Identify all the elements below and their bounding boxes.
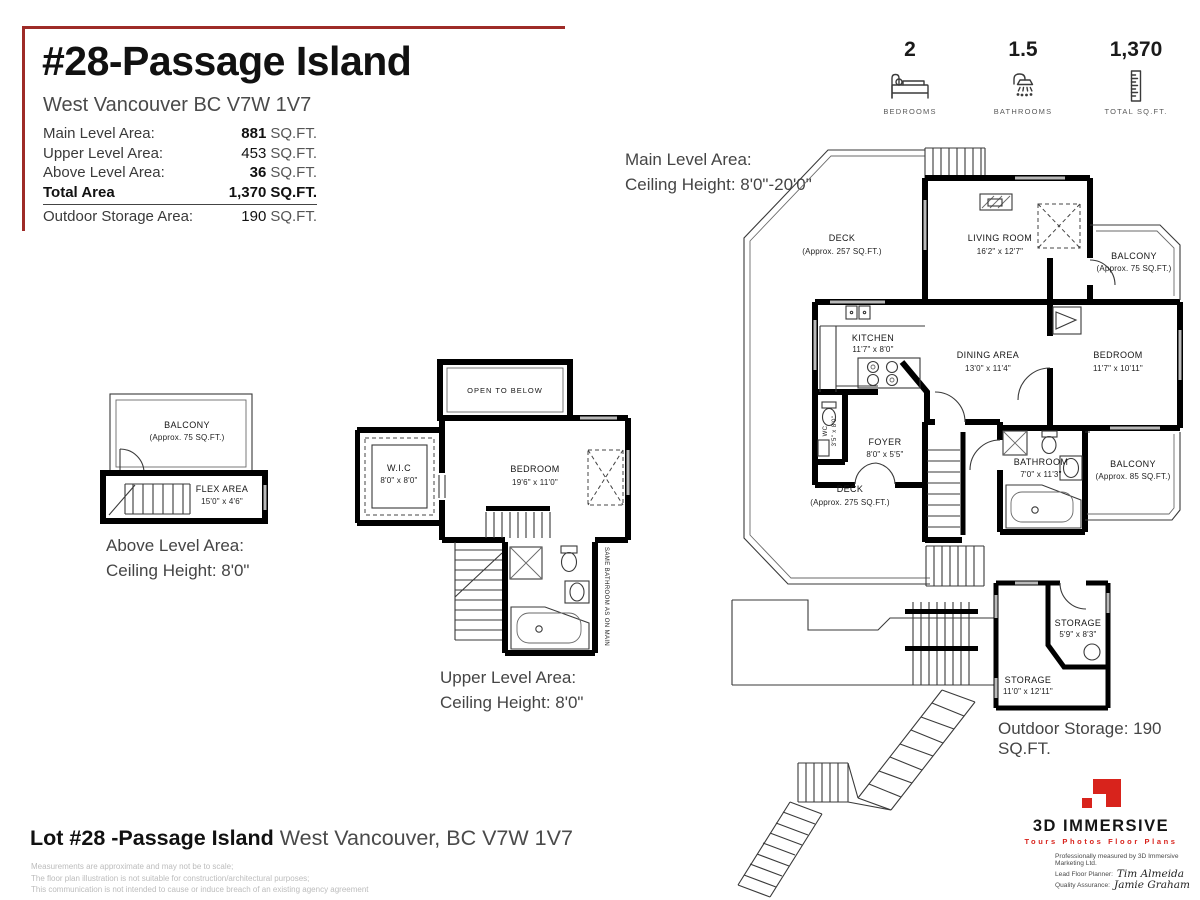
room-label-foyer: FOYER: [868, 437, 902, 447]
room-size-bathroom: 7'0" x 11'3": [1020, 470, 1062, 479]
brand-logo-icon: [1005, 779, 1197, 815]
branding-block: [1005, 779, 1197, 889]
room-label-balcony-upper: BALCONY: [1111, 251, 1157, 261]
area-label: Above Level Area:: [43, 164, 165, 181]
bedrooms-count: 2: [904, 38, 916, 61]
stairs-core: [926, 450, 984, 586]
room-size-balcony-upper: (Approx. 75 SQ.FT.): [1096, 264, 1172, 273]
room-size-bedroom: 11'7" x 10'11": [1093, 364, 1143, 373]
area-value: 190: [241, 208, 267, 225]
room-size-living: 16'2" x 12'7": [976, 247, 1024, 256]
room-label-wc: WC: [823, 425, 829, 437]
table-row: [43, 207, 317, 227]
stat-bathrooms: [971, 38, 1075, 116]
room-label-wic: W.I.C: [387, 463, 411, 473]
bathroom-note-vertical: SAME BATHROOM AS ON MAIN: [603, 547, 609, 647]
stairs-bedroom: [486, 506, 550, 538]
brand-name: 3D IMMERSIVE: [1032, 817, 1170, 835]
table-row: [43, 144, 317, 164]
bathrooms-label: BATHROOMS: [993, 107, 1053, 116]
above-level-caption: [106, 534, 249, 583]
total-sqft-label: TOTAL SQ.FT.: [1104, 107, 1168, 116]
footer-lot-title: Lot #28 -Passage Island: [30, 826, 274, 850]
table-row: [43, 124, 317, 144]
bathrooms-count: 1.5: [1008, 38, 1038, 61]
area-label: Main Level Area:: [43, 125, 155, 142]
room-label-flex: FLEX AREA: [195, 484, 249, 494]
balcony-upper-outline: [1090, 225, 1180, 300]
bed-icon: [858, 68, 962, 104]
bedroom-closet: [1053, 307, 1081, 334]
room-size-balcony-lower: (Approx. 85 SQ.FT.): [1095, 472, 1171, 481]
area-value: 453: [241, 144, 267, 162]
upper-level-caption: [440, 666, 583, 715]
room-size-storage-small: 5'9" x 8'3": [1059, 630, 1097, 639]
area-unit: SQ.FT.: [270, 164, 317, 181]
room-size-wic: 8'0" x 8'0": [380, 476, 418, 485]
stairs-top: [925, 148, 985, 178]
table-row-total: [43, 183, 317, 206]
stat-bedrooms: [858, 38, 962, 116]
area-label: Upper Level Area:: [43, 144, 164, 162]
room-size-wc: 3'5" x 8'0": [832, 415, 838, 447]
room-label-living: LIVING ROOM: [967, 233, 1033, 243]
room-size-foyer: 8'0" x 5'5": [866, 450, 904, 459]
disclaimer-line: This communication is not intended to cause or induce breach of an existing agency agreement: [31, 885, 369, 894]
planner-signature: Tim Almeida: [1116, 868, 1185, 880]
property-stats: [858, 38, 1188, 116]
room-label-storage-small: STORAGE: [1054, 618, 1102, 628]
ruler-icon: [1084, 68, 1188, 104]
brand-measured-by: Professionally measured by 3D Immersive Marketing Ltd.: [1055, 853, 1179, 867]
qa-signature: Jamie Graham: [1113, 879, 1190, 891]
fireplace: [980, 194, 1012, 210]
room-label-open-below: OPEN TO BELOW: [467, 386, 543, 395]
brand-tagline: Tours Photos Floor Plans: [1024, 837, 1178, 846]
windows: [580, 418, 628, 495]
footer-lot-subtitle: West Vancouver, BC V7W 1V7: [273, 826, 573, 850]
footer-lot-line: [30, 826, 573, 851]
area-value: 1,370: [228, 183, 267, 201]
room-size-deck-upper: (Approx. 257 SQ.FT.): [802, 247, 882, 256]
caption-line: Main Level Area:: [625, 150, 752, 169]
skylight-box-living: [1038, 204, 1080, 248]
skylight-box-bedroom: [588, 450, 623, 505]
caption-line: Upper Level Area:: [440, 668, 577, 687]
room-label-storage-large: STORAGE: [1004, 675, 1052, 685]
room-label-deck-upper: DECK: [828, 233, 856, 243]
flex-stairs: [109, 484, 190, 515]
room-size-balcony: (Approx. 75 SQ.FT.): [149, 433, 225, 442]
deck-outline: [744, 150, 930, 584]
total-sqft-count: 1,370: [1109, 38, 1163, 61]
exterior-stairs: [738, 690, 975, 897]
page-title: #28-Passage Island: [42, 38, 412, 84]
caption-line: Ceiling Height: 8'0": [440, 692, 584, 712]
area-label: Total Area: [43, 183, 115, 201]
shower-icon: [971, 68, 1075, 104]
bedrooms-label: BEDROOMS: [883, 107, 937, 116]
area-unit: SQ.FT.: [270, 183, 317, 201]
disclaimer-line: Measurements are approximate and may not be to scale;: [31, 862, 234, 871]
stairs-descending: [455, 542, 502, 640]
area-unit: SQ.FT.: [270, 125, 317, 142]
caption-line: Above Level Area:: [106, 536, 244, 555]
disclaimer-block: [31, 861, 369, 896]
stat-total-sqft: [1084, 38, 1188, 116]
room-size-deck-lower: (Approx. 275 SQ.FT.): [810, 498, 890, 507]
area-value: 36: [249, 164, 267, 181]
qa-label: Quality Assurance:: [1055, 882, 1110, 889]
above-level-floorplan: [95, 388, 315, 533]
bathroom-fixtures: [1003, 431, 1082, 528]
room-label-bedroom: BEDROOM: [510, 464, 560, 474]
room-label-deck-lower: DECK: [836, 484, 864, 494]
planner-label: Lead Floor Planner:: [1055, 871, 1113, 878]
room-size-storage-large: 11'0" x 12'11": [1003, 687, 1053, 696]
outdoor-storage-caption: Outdoor Storage: 190 SQ.FT.: [998, 719, 1162, 758]
room-label-kitchen: KITCHEN: [851, 333, 895, 343]
room-size-bedroom: 19'6" x 11'0": [512, 478, 558, 487]
area-label: Outdoor Storage Area:: [43, 208, 194, 225]
room-size-kitchen: 11'7" x 8'0": [852, 345, 894, 354]
room-label-dining: DINING AREA: [956, 350, 1020, 360]
brand-qa-row: [1005, 881, 1197, 889]
room-label-bathroom: BATHROOM: [1013, 457, 1069, 467]
area-value: 881: [241, 125, 267, 142]
caption-line: Ceiling Height: 8'0": [106, 560, 250, 580]
area-summary-table: [43, 124, 317, 227]
upper-level-room-labels: [380, 386, 609, 646]
bathroom-fixtures: [510, 546, 589, 649]
upper-level-floorplan: [355, 355, 655, 665]
table-row: [43, 163, 317, 183]
brand-planner-row: [1005, 870, 1197, 878]
area-unit: SQ.FT.: [270, 208, 317, 225]
area-unit: SQ.FT.: [270, 144, 317, 162]
room-size-dining: 13'0" x 11'4": [965, 364, 1011, 373]
room-label-balcony-lower: BALCONY: [1110, 459, 1156, 469]
walkway: [732, 600, 996, 685]
address-line: West Vancouver BC V7W 1V7: [43, 94, 312, 116]
caption-line: Ceiling Height: 8'0"-20'0": [625, 174, 812, 194]
room-size-flex: 15'0" x 4'6": [201, 497, 243, 506]
room-label-bedroom: BEDROOM: [1093, 350, 1143, 360]
room-label-balcony: BALCONY: [164, 420, 210, 430]
disclaimer-line: The floor plan illustration is not suitable for construction/architectural purposes;: [31, 873, 310, 883]
above-level-room-labels: [150, 420, 249, 506]
